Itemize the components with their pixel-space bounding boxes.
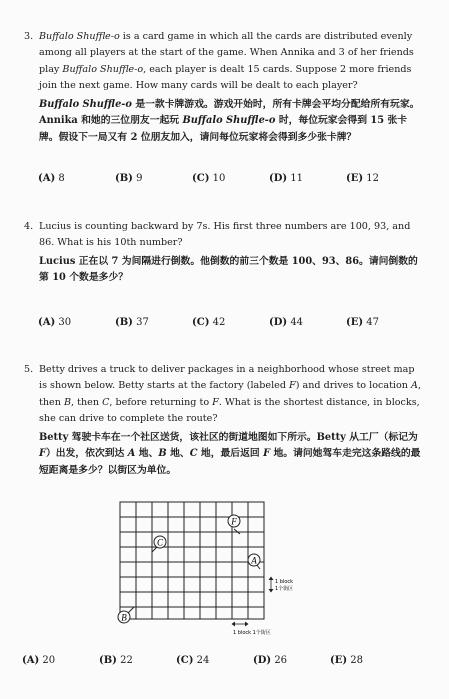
horizontal-scale <box>232 622 271 637</box>
answer-choice-letter: (E) <box>330 655 348 666</box>
street-grid <box>120 502 264 619</box>
text-run: ）出发，依次到达 <box>45 448 128 460</box>
vertical-scale-label-zh: 1个街区 <box>275 586 294 592</box>
answer-choice[interactable] <box>192 173 225 184</box>
answer-choice-letter: (C) <box>192 173 210 184</box>
text-run: F <box>39 448 46 460</box>
text-run: Buffalo Shuffle-o <box>39 31 120 42</box>
question-5 <box>24 362 422 479</box>
answer-choice-value: 42 <box>209 317 226 328</box>
answer-choice[interactable] <box>330 655 363 666</box>
question-3 <box>24 29 422 146</box>
answer-choice[interactable] <box>115 317 149 328</box>
answer-choice-value: 44 <box>287 317 304 328</box>
answer-choice-value: 26 <box>271 655 288 666</box>
answer-choice-value: 24 <box>193 655 210 666</box>
answer-choice-letter: (A) <box>38 317 56 328</box>
text-run: A <box>411 380 418 392</box>
answer-choice[interactable] <box>269 173 303 184</box>
answer-choice[interactable] <box>38 173 65 184</box>
answer-choice-letter: (C) <box>176 655 194 666</box>
text-run: . What is the shortest distance, in blocks, she can drive to complete the route? <box>39 396 420 425</box>
answer-choice[interactable] <box>176 655 209 666</box>
answer-choice-value: 12 <box>363 173 379 184</box>
answer-choice[interactable] <box>22 655 55 666</box>
answer-choice-letter: (B) <box>99 655 117 666</box>
question-4 <box>24 219 422 287</box>
answer-choice-value: 47 <box>363 317 379 328</box>
answer-choice[interactable] <box>346 173 379 184</box>
text-run: Buffalo Shuffle-o <box>182 115 276 127</box>
question-4-english <box>24 219 422 252</box>
answer-choice[interactable] <box>115 173 142 184</box>
answer-choice-letter: (D) <box>269 173 288 184</box>
location-a <box>248 554 260 569</box>
location-f <box>228 515 240 534</box>
text-run: Betty 驾驶卡车在一个社区送货，该社区的街道地图如下所示。Betty 从工厂（标记为 <box>39 431 418 443</box>
answer-choice-value: 10 <box>209 173 226 184</box>
location-a-label: A <box>251 555 257 566</box>
answer-choice-value: 8 <box>55 173 65 184</box>
answer-choice-letter: (C) <box>192 317 210 328</box>
text-run: Betty drives a truck to deliver packages in a neighborhood whose street map is shown below. Betty starts at the factory (labeled <box>39 364 415 392</box>
answer-choice[interactable] <box>38 317 71 328</box>
text-run: 是一款卡牌游戏。游戏开始时，所有卡牌会平均分配给所有玩家。Annika 和她的三位朋友一起玩 <box>39 98 420 127</box>
question-3-english <box>24 29 422 95</box>
question-number: 4. <box>24 221 34 232</box>
text-run: , each player is dealt 15 cards. Suppose 2 more friends join the next game. How many cards will be dealt to each player? <box>39 63 412 92</box>
text-run: ) and drives to location <box>295 380 411 392</box>
answer-choice-letter: (D) <box>253 655 272 666</box>
question-4-english-text: Lucius is counting backward by 7s. His first three numbers are 100, 93, and 86. What is his 10th number? <box>39 221 411 249</box>
text-run: , before returning to <box>109 396 213 408</box>
answer-choice[interactable] <box>99 655 133 666</box>
text-run: F <box>212 396 219 408</box>
text-run: , then <box>71 396 103 408</box>
answer-choice-value: 28 <box>347 655 363 666</box>
answer-choice-letter: (E) <box>346 317 364 328</box>
answer-choice-letter: (B) <box>115 317 133 328</box>
answer-choice-value: 37 <box>132 317 149 328</box>
location-c-label: C <box>156 537 164 548</box>
location-f-label: F <box>231 516 237 527</box>
text-run: F <box>263 448 271 460</box>
text-run: A <box>127 448 136 460</box>
answer-choice-value: 9 <box>132 173 143 184</box>
location-c <box>152 536 166 552</box>
text-run: B <box>63 396 72 408</box>
question-number: 3. <box>24 31 34 42</box>
text-run: , then <box>39 380 421 408</box>
answer-choice-value: 11 <box>287 173 304 184</box>
horizontal-scale-label: 1 block 1个街区 <box>233 630 271 636</box>
text-run: 地、 <box>135 448 159 460</box>
text-run: B <box>158 448 167 460</box>
text-run: F <box>289 380 296 392</box>
vertical-scale-label-en: 1 block <box>275 579 294 585</box>
answer-choice-value: 30 <box>55 317 72 328</box>
text-run: Buffalo Shuffle-o <box>39 98 132 110</box>
question-number: 5. <box>24 364 34 375</box>
text-run: Buffalo Shuffle-o <box>62 63 144 75</box>
street-map <box>112 498 312 643</box>
question-5-english <box>24 362 422 428</box>
answer-choice-letter: (A) <box>38 173 56 184</box>
location-b-label: B <box>121 612 127 623</box>
answer-choice-value: 20 <box>39 655 56 666</box>
text-run: 地、 <box>166 448 190 460</box>
answer-choice-letter: (D) <box>269 317 288 328</box>
text-run: is a card game in which all the cards are distributed evenly among all players at the start of the game. When Annika and 3 of her friends play <box>39 31 414 75</box>
vertical-scale <box>269 577 294 593</box>
answer-choice-letter: (A) <box>22 655 40 666</box>
question-3-english-text <box>24 29 422 95</box>
answer-choice[interactable] <box>346 317 379 328</box>
answer-choice-value: 22 <box>116 655 133 666</box>
question-5-english-text <box>24 362 422 428</box>
text-run: C <box>189 448 198 460</box>
text-run: C <box>102 396 110 408</box>
answer-choice[interactable] <box>253 655 287 666</box>
question-4-chinese-text: Lucius 正在以 7 为间隔进行倒数。他倒数的前三个数是 100、93、86。请问倒数的第 10 个数是多少？ <box>39 255 418 284</box>
answer-choice[interactable] <box>192 317 225 328</box>
answer-choice-letter: (B) <box>115 173 133 184</box>
text-run: 时，每位玩家会得到 15 张卡牌。假设下一局又有 2 位朋友加入，请问每位玩家将会得到多少张卡牌？ <box>39 115 408 143</box>
text-run: 地，最后返回 <box>197 448 264 460</box>
text-run: 地。请问她驾车走完这条路线的最短距离是多少？以街区为单位。 <box>39 448 421 476</box>
answer-choice[interactable] <box>269 317 303 328</box>
answer-choice-letter: (E) <box>346 173 364 184</box>
question-5-chinese-text <box>24 430 422 480</box>
question-3-chinese-text <box>24 97 422 147</box>
